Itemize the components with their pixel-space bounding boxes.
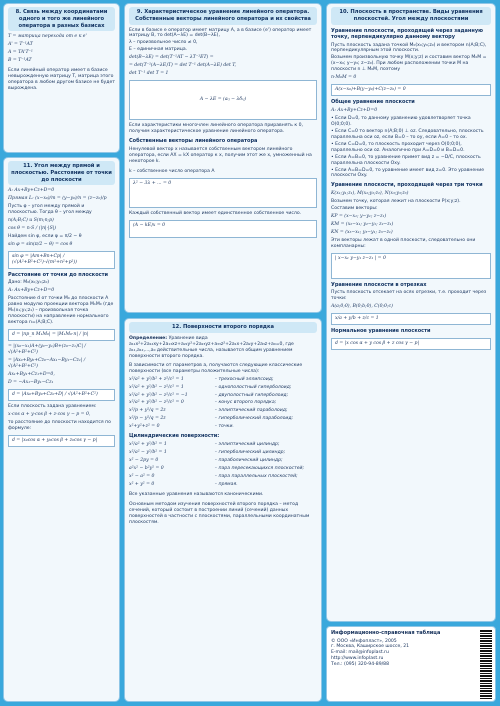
formula: A: Ax+By+Cz+D=0 — [8, 288, 55, 294]
formula-box: A(x−x₀)+B(y−y₀)+C(z−z₀) = 0 — [331, 84, 491, 96]
formula: x·cos α + y·cos β + z·cos γ − p = 0, — [8, 411, 91, 417]
subtitle: Нормальное уравнение плоскости — [331, 328, 431, 335]
section-12 — [124, 318, 322, 702]
website: http://www.infoplast.ru — [331, 656, 384, 662]
text: то расстояние до плоскости находится по формуле: — [8, 419, 111, 431]
formula-box: x/a + y/b + z/c = 1 — [331, 313, 491, 325]
text: Найдем sin φ, если φ = π/2 − θ — [8, 234, 82, 240]
subtitle: Цилиндрические поверхности: — [129, 433, 220, 440]
formula: det T⁻¹ det T = 1 — [129, 71, 169, 77]
formula: = |(x₀−x₁)A+(y₀−y₁)B+(z₀−z₁)C| / √(A²+B²+C²) — [8, 344, 86, 356]
formula: T = матрица перехода от e к e' — [8, 34, 87, 40]
formula: KM = (x₂−x₁; y₂−y₁; z₂−z₁) — [331, 221, 394, 227]
list-item: a²x² − b²y² = 0 – пара пересекающихся плоскостей; — [129, 465, 305, 471]
formula: Ax₁+By₁+Cz₁+D=0, — [8, 372, 55, 378]
eigen-system: (A − kE)x = 0 — [129, 220, 317, 238]
text: Эти векторы лежат в одной плоскости, следовательно они компланарны: — [331, 237, 476, 249]
text: Если в базисе e оператор имеет матрицу A, а в базисе (e') оператор имеет матрицу B, то det(A−λE) = det(B−λE), — [129, 27, 312, 39]
list-item: • Если C=0 то вектор n(A;B;0) ⊥ oz. Следовательно, плоскость параллельна оси oz, если B=0 – то oy, если A=0 – то ox. — [331, 129, 491, 141]
formula: KP = (x−x₁; y−y₁; z−z₁) — [331, 213, 387, 219]
formula: D = −Ax₁−By₁−Cz₁ — [8, 380, 54, 386]
section-11 — [3, 157, 120, 702]
text: E – единичная матрица. — [129, 47, 188, 53]
section-10 — [326, 3, 496, 622]
section-10-title: 10. Плоскость в пространстве. Виды уравнения плоскостей. Угол между плоскостями — [331, 7, 491, 25]
eigen-example: λ² − 3λ + ... = 0 — [129, 178, 317, 208]
formula: KN = (x₃−x₁; y₃−y₁; z₃−z₁) — [331, 229, 393, 235]
subtitle: Уравнение плоскости, проходящей через заданную точку, перпендикулярно данному вектору — [331, 27, 483, 40]
list-item: x² + y² = 0 – прямая. — [129, 481, 238, 487]
list-item: x²/a² + y²/b² − z²/c² = 1 – однополостный гиперболоид; — [129, 384, 292, 390]
text: Все указанные уравнения называются каноническими. — [129, 491, 264, 497]
formula: A: Ax+By+Cz+D=0 — [8, 188, 55, 194]
list-item: • Если A=B=0, то уравнение примет вид z = −D/C, плоскость параллельна плоскости Oxy. — [331, 155, 491, 167]
list-item: x²/p − y²/q = 2z – гиперболический параболоид; — [129, 416, 294, 422]
text: Пусть φ – угол между прямой и плоскостью. Тогда θ – угол между — [8, 204, 92, 216]
text: Если линейный оператор имеет в базисе невырожденную матрицу T, матрица этого оператора в любом другом базисе не будет вырождена. — [8, 68, 115, 92]
section-9 — [124, 3, 322, 313]
copyright: © ООО «Инфопласт», 2005 — [331, 638, 397, 644]
formula: = |Ax₀+By₀+Cz₀−Ax₁−By₁−Cz₁| / √(A²+B²+C²) — [8, 358, 86, 370]
barcode — [480, 629, 492, 699]
formula: Прямая L: (x−x₀)/m = (y−y₀)/n = (z−z₀)/p — [8, 196, 107, 202]
section-12-title: 12. Поверхности второго порядка — [129, 322, 317, 333]
text: Если характеристики многочлен линейного оператора приравнять к 0, получим характеристическое уравнение линейного оператора. — [129, 123, 303, 135]
publisher-title: Информационно-справочная таблица — [331, 630, 441, 636]
text: k – собственное число оператора A — [129, 168, 215, 174]
address: г. Москва, Каширское шоссе, 21 — [331, 644, 410, 650]
text: Если плоскость задана уравнением: — [8, 403, 97, 409]
section-8 — [3, 3, 120, 153]
list-item: x²/a² + y²/b² − z²/c² = −1 – двуполостный гиперболоид; — [129, 392, 289, 398]
list-item: x²/p + y²/q = 2z – эллиптический параболоид; — [129, 408, 288, 414]
text: Пусть плоскость отсекает на осях отрезки, т.е. проходит через точки: — [331, 290, 487, 302]
formula: A = TA'T⁻¹ — [8, 50, 33, 56]
list-item: x²/a² − y²/b² = 1 – гиперболический цилиндр; — [129, 449, 286, 455]
list-item: • Если C=D=0, то плоскость проходит через O(0;0;0), параллельно оси oz. Аналогично при A=D=0 и B=D=0. — [331, 142, 491, 154]
text: Каждый собственный вектор имеет единственное собственное число. — [129, 210, 302, 216]
list-item: x²/a² + y²/b² + z²/c² = 1 – трехосный эллипсоид; — [129, 376, 274, 382]
phone: Тел.: (095) 320-94-89/88 — [331, 662, 390, 668]
text: Составим векторы: — [331, 205, 378, 211]
list-item: x² − 2py = 0 – параболический цилиндр; — [129, 457, 283, 463]
section-9-title: 9. Характеристическое уравнение линейного оператора. Собственные векторы линейного оператора и их свойства — [129, 7, 317, 25]
formula: = det(T⁻¹(A−λE)T) = det T⁻¹ det(A−λE) det T, — [129, 63, 237, 69]
determinant: | x−x₁ y−y₁ z−z₁ | = 0 — [331, 253, 491, 279]
list-item: x²/a² + y²/b² − z²/c² = 0 – конус второго порядка; — [129, 400, 277, 406]
formula-box: sin φ = |Am+Bn+Cp| / (√(A²+B²+C²)·√(m²+n²+p²)) — [8, 251, 115, 269]
publisher-info — [326, 626, 496, 702]
list-item: x²+y²+z² = 0 – точки. — [129, 424, 234, 430]
formula: K(x₁;y₁;z₁), M(x₂;y₂;z₂), N(x₃;y₃;z₃) — [331, 190, 409, 196]
formula: cos θ = n·S / (|n|·|S|) — [8, 226, 57, 232]
formula: sin φ = sin(π/2 − θ) = cos θ — [8, 242, 73, 248]
subtitle: Расстояние от точки до плоскости — [8, 271, 108, 278]
text: Расстояние d от точки M₀ до плоскости A равно модулю проекции вектора M₁M₀ (где M₁(x₁;y₁;z₁) – произвольная точка плоскости) на направление нормального вектора n=(A;B;C). — [8, 296, 114, 326]
list-item: • Если D=0, то данному уравнению удовлетворяет точка O(0;0;0). — [331, 116, 491, 128]
formula: det(B−λE) = det(T⁻¹AT − λT⁻¹ET) = — [129, 55, 214, 61]
formula: n·M₀M = 0 — [331, 75, 357, 81]
formula: n(A;B;C) и S(m;n;p) — [8, 218, 54, 224]
text: Возьмем точку, которая лежит на плоскости P(x;y;z). — [331, 198, 461, 204]
list-item: x²/a² + y²/b² = 1 – эллиптический цилиндр; — [129, 441, 280, 447]
formula-box: d = |Ax₀+By₀+Cz₀+D| / √(A²+B²+C²) — [8, 389, 115, 401]
text: Дано: M₀(x₀;y₀;z₀) — [8, 280, 50, 286]
subtitle: Собственные векторы линейного оператора — [129, 138, 258, 145]
text: λ – произвольное число ≠ 0, — [129, 40, 198, 46]
formula-box: d = |x cos α + y cos β + z cos γ − p| — [331, 338, 491, 350]
formula: A(a;0;0), B(0;b;0), C(0;0;c) — [331, 304, 393, 310]
text: Основным методом изучения поверхностей второго порядка – метод сечений, который состоит в построении линий (сечений) данных поверхностей в частности с плоскостями, параллельными координатным плоскостям. — [129, 501, 310, 525]
text: Возьмем произвольную точку M(x;y;z) и составим вектор M₀M = (x−x₀; y−y₀; z−z₀). При любом расположении точки M на плоскости n ⊥ M₀M, поэтому — [331, 55, 487, 73]
section-11-title: 11. Угол между прямой и плоскостью. Расстояние от точки до плоскости — [8, 161, 115, 185]
subtitle: Общее уравнение плоскости — [331, 99, 415, 106]
email: E-mail: mail@infoplast.ru — [331, 650, 389, 656]
definition-label: Определение: — [129, 335, 168, 341]
formula-box: d = |x₀cos α + y₀cos β + z₀cos γ − p| — [8, 435, 115, 447]
list-item: • Если A=B=D=0, то уравнение имеет вид z=0. Это уравнение плоскости Oxy. — [331, 168, 491, 180]
formula-box: d = |пр_n M₁M₀| = |M₁M₀·n| / |n| — [8, 329, 115, 341]
text: Ненулевой вектор x называется собственным вектором линейного оператора, если AX = kX оператор к x, получим этот же x, умноженный на некоторое k. — [129, 146, 312, 164]
formula: A: Ax+By+Cz+D=0 — [331, 107, 378, 113]
definition: Уравнение вида a₁₁x²+2a₁₂xy+2a₁₃xz+a₂₂y²+2a₂₃yz+a₃₃z²+2a₁x+2a₂y+2a₃z+a₀=0, где a₁₁,a₁₂,...,a₀ действительные числа, называется общим уравнением поверхности второго порядка. — [129, 335, 294, 359]
section-8-title: 8. Связь между координатами одного и того же линейного оператора в разных базисах — [8, 7, 115, 31]
text: В зависимости от параметров a, получаются следующие классические поверхности (все параметры положительные числа): — [129, 362, 303, 374]
subtitle: Уравнение плоскости в отрезках — [331, 281, 427, 288]
text: Пусть плоскость задана точкой M₀(x₀;y₀;z₀) и вектором n(A;B;C), перпендикулярным этой плоскости. — [331, 42, 487, 54]
list-item: x² − a² = 0 – пара параллельных плоскостей; — [129, 473, 298, 479]
matrix-formula: A − λE = (aᵢⱼ − λδᵢⱼ) — [129, 80, 317, 120]
subtitle: Уравнение плоскости, проходящей через три точки — [331, 182, 483, 189]
formula: A' = T⁻¹AT — [8, 42, 33, 48]
formula: B = T⁻¹AT — [8, 58, 32, 64]
